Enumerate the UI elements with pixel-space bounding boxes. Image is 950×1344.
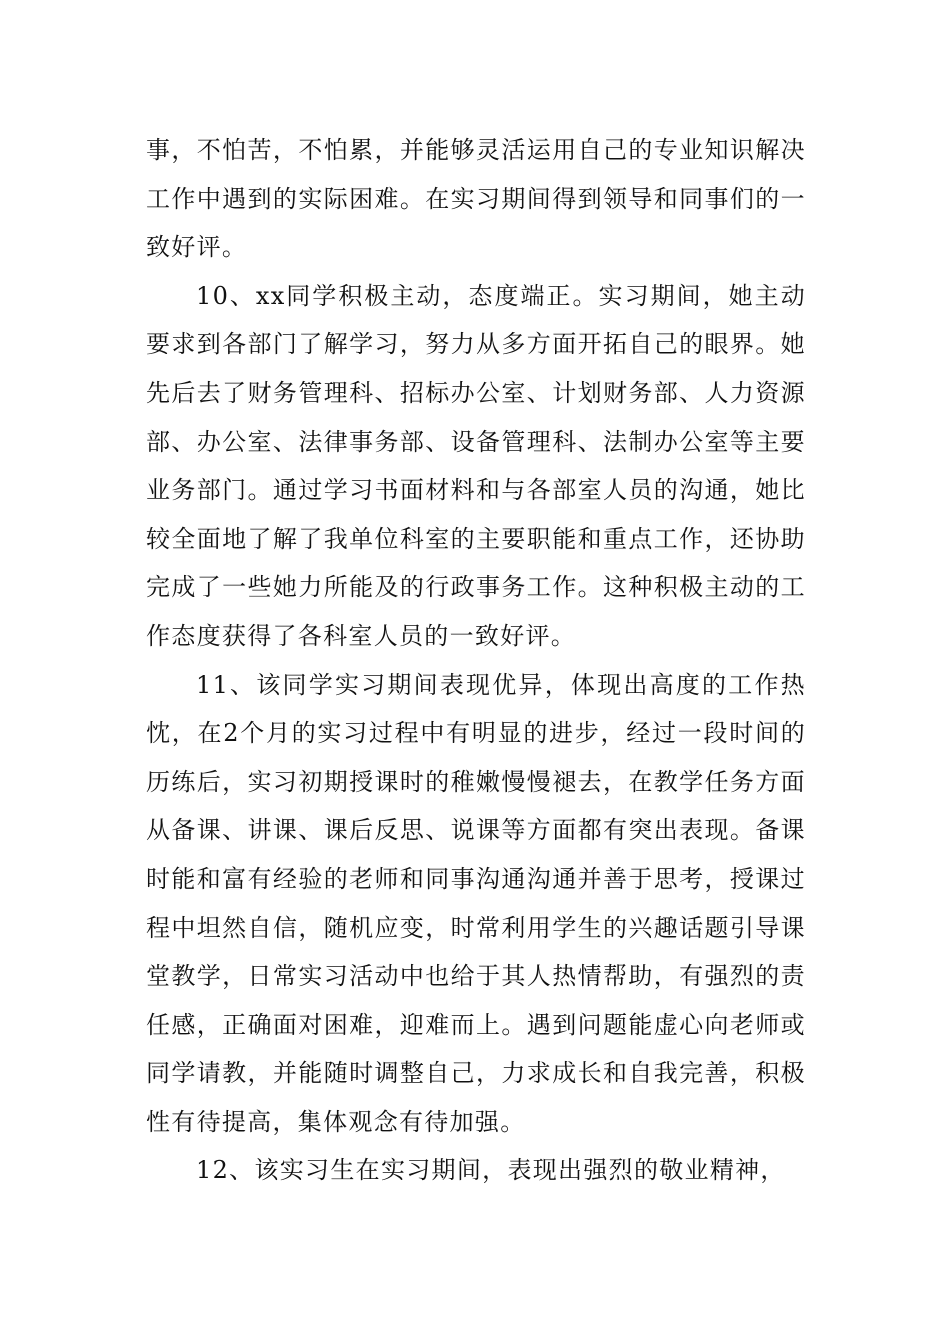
document-body	[146, 126, 806, 1195]
paragraph-item-12: 12、该实习生在实习期间，表现出强烈的敬业精神，	[196, 1156, 786, 1185]
paragraph-item-11: 11、该同学实习期间表现优异，体现出高度的工作热忱，在2个月的实习过程中有明显的进步，经过一段时间的历练后，实习初期授课时的稚嫩慢慢褪去，在教学任务方面从备课、讲课、课后反思、说课等方面都有突出表现。备课时能和富有经验的老师和同事沟通沟通并善于思考，授课过程中坦然自信，随机应变，时常利用学生的兴趣话题引导课堂教学，日常实习活动中也给于其人热情帮助，有强烈的责任感，正确面对困难，迎难而上。遇到问题能虚心向老师或同学请教，并能随时调整自己，力求成长和自我完善，积极性有待提高，集体观念有待加强。	[146, 670, 806, 1136]
paragraph-continuation: 事，不怕苦，不怕累，并能够灵活运用自己的专业知识解决工作中遇到的实际困难。在实习期间得到领导和同事们的一致好评。	[146, 136, 806, 262]
paragraph-item-10: 10、xx同学积极主动，态度端正。实习期间，她主动要求到各部门了解学习，努力从多方面开拓自己的眼界。她先后去了财务管理科、招标办公室、计划财务部、人力资源部、办公室、法律事务部、设备管理科、法制办公室等主要业务部门。通过学习书面材料和与各部室人员的沟通，她比较全面地了解了我单位科室的主要职能和重点工作，还协助完成了一些她力所能及的行政事务工作。这种积极主动的工作态度获得了各科室人员的一致好评。	[146, 281, 806, 650]
